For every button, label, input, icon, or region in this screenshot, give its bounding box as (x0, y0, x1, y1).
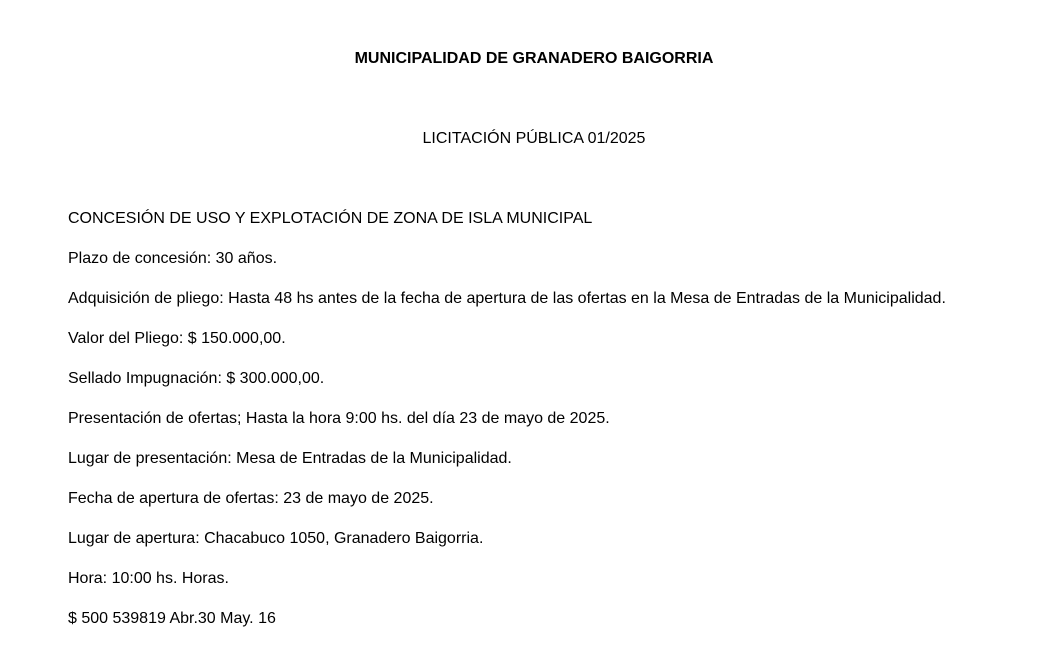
challenge-stamp-fee: Sellado Impugnación: $ 300.000,00. (68, 370, 325, 387)
tender-title: LICITACIÓN PÚBLICA 01/2025 (422, 130, 646, 147)
offer-submission-deadline: Presentación de ofertas; Hasta la hora 9:00 hs. del día 23 de mayo de 2025. (68, 410, 610, 427)
opening-time: Hora: 10:00 hs. Horas. (68, 570, 229, 587)
concession-subject: CONCESIÓN DE USO Y EXPLOTACIÓN DE ZONA DE ISLA MUNICIPAL (68, 210, 593, 227)
publication-reference: $ 500 539819 Abr.30 May. 16 (68, 610, 276, 627)
notice-details (68, 249, 946, 649)
specification-price: Valor del Pliego: $ 150.000,00. (68, 330, 286, 347)
organization-title: MUNICIPALIDAD DE GRANADERO BAIGORRIA (354, 50, 714, 67)
opening-place: Lugar de apertura: Chacabuco 1050, Granadero Baigorria. (68, 530, 484, 547)
specification-acquisition: Adquisición de pliego: Hasta 48 hs antes de la fecha de apertura de las ofertas en la Mesa de Entradas de la Municipalidad. (68, 290, 946, 307)
opening-date: Fecha de apertura de ofertas: 23 de mayo de 2025. (68, 490, 434, 507)
submission-place: Lugar de presentación: Mesa de Entradas de la Municipalidad. (68, 450, 512, 467)
concession-term: Plazo de concesión: 30 años. (68, 250, 278, 267)
